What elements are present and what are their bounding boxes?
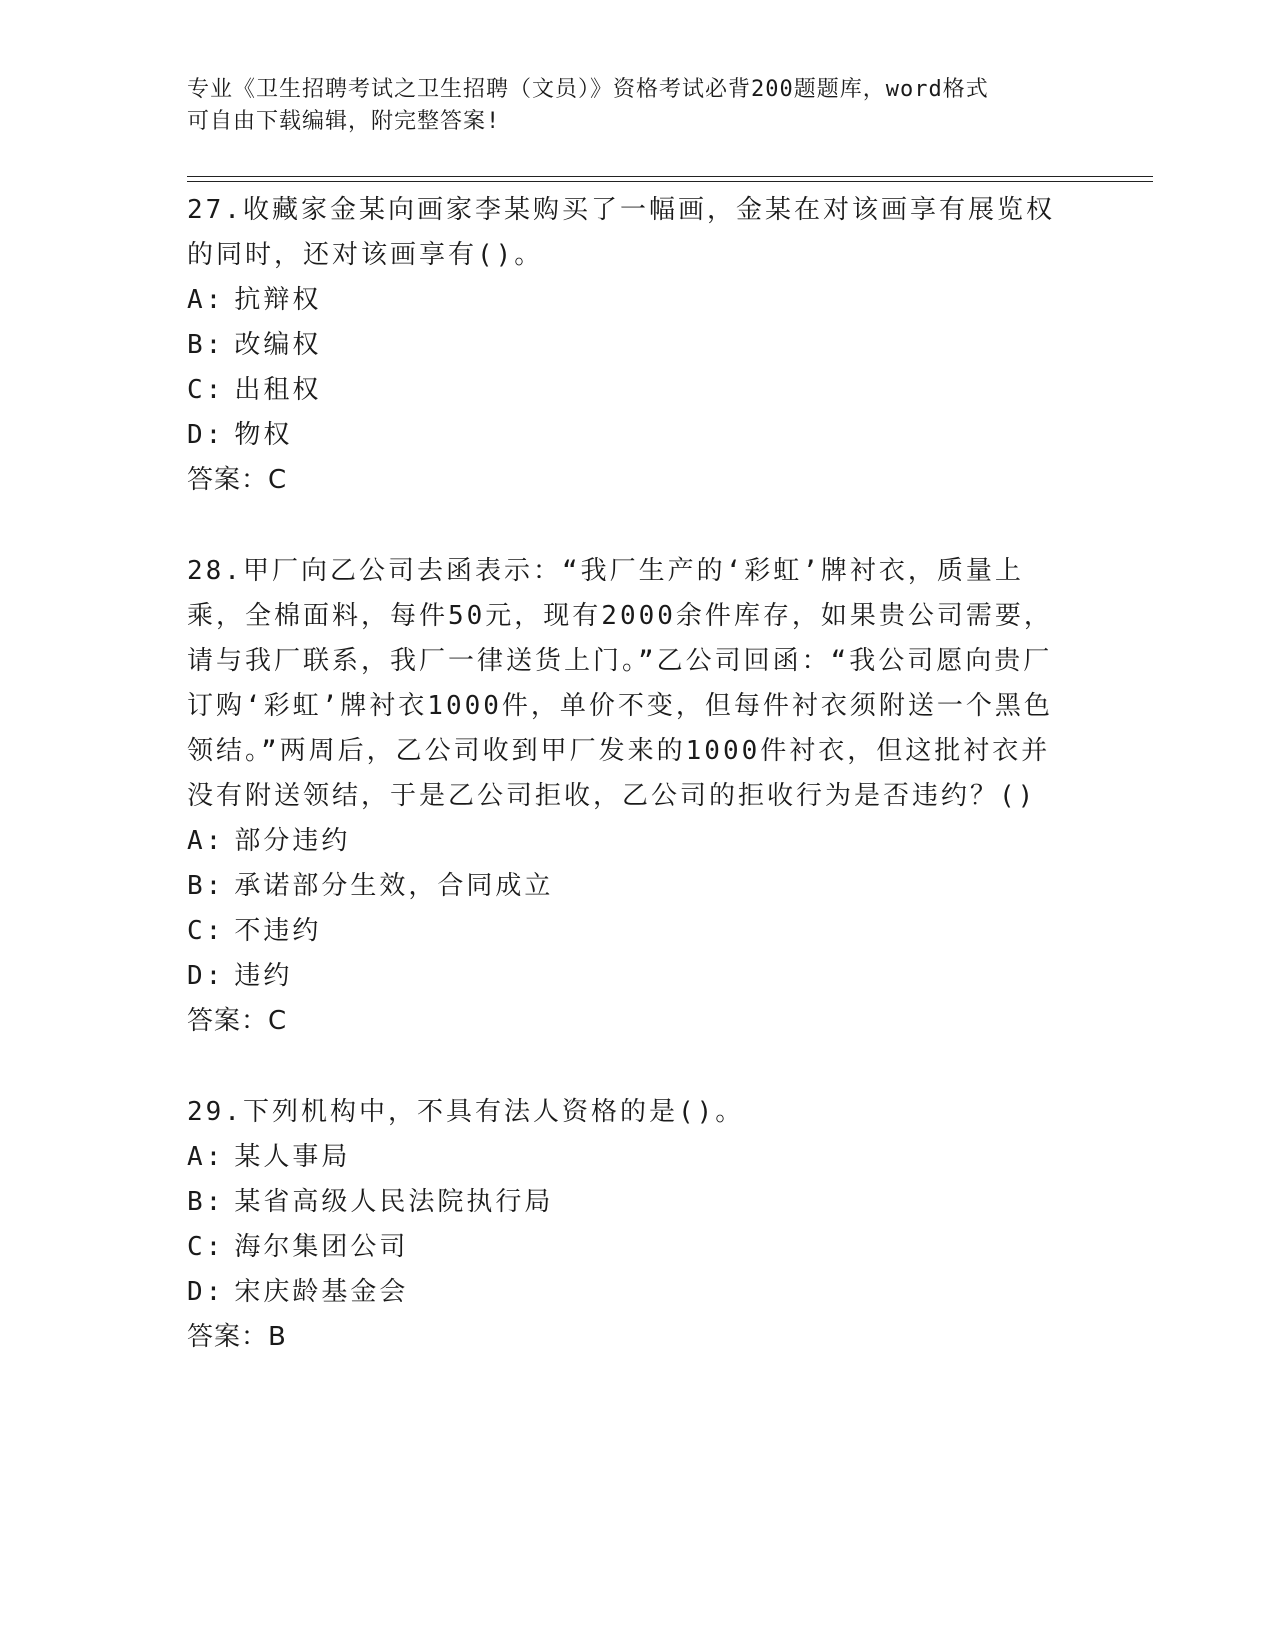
header-divider-bottom	[187, 181, 1153, 182]
answer-line: 答案：B	[187, 1322, 287, 1352]
question-stem: 29.下列机构中，不具有法人资格的是()。	[187, 1097, 745, 1127]
answer-line: 答案：C	[187, 1006, 288, 1036]
option-text: 宋庆龄基金会	[234, 1277, 409, 1307]
header-divider-top	[187, 176, 1153, 177]
option-b	[187, 1180, 1067, 1225]
option-text: 不违约	[234, 916, 322, 946]
option-c	[187, 368, 1067, 413]
option-text: 某省高级人民法院执行局	[234, 1187, 554, 1217]
option-d	[187, 1270, 1067, 1315]
option-text: 海尔集团公司	[234, 1232, 409, 1262]
answer-line: 答案：C	[187, 465, 288, 495]
option-d	[187, 413, 1067, 458]
option-c	[187, 1225, 1067, 1270]
option-text: 承诺部分生效，合同成立	[234, 871, 554, 901]
option-key: A:	[187, 826, 225, 856]
option-text: 违约	[234, 961, 293, 991]
option-b	[187, 864, 1067, 909]
option-d	[187, 954, 1067, 999]
option-text: 某人事局	[234, 1142, 351, 1172]
question-27	[187, 188, 1067, 503]
header-line-2: 可自由下载编辑，附完整答案!	[187, 109, 501, 134]
question-list	[187, 188, 1067, 1406]
option-c	[187, 909, 1067, 954]
option-a	[187, 819, 1067, 864]
option-key: B:	[187, 1187, 225, 1217]
option-text: 部分违约	[234, 826, 351, 856]
option-key: B:	[187, 871, 225, 901]
option-key: C:	[187, 375, 225, 405]
option-key: C:	[187, 1232, 225, 1262]
option-key: B:	[187, 330, 225, 360]
option-a	[187, 1135, 1067, 1180]
option-key: D:	[187, 1277, 225, 1307]
option-key: A:	[187, 285, 225, 315]
option-key: A:	[187, 1142, 225, 1172]
option-b	[187, 323, 1067, 368]
question-stem: 27.收藏家金某向画家李某购买了一幅画，金某在对该画享有展览权的同时，还对该画享有()。	[187, 195, 1055, 270]
option-key: C:	[187, 916, 225, 946]
option-a	[187, 278, 1067, 323]
question-29	[187, 1090, 1067, 1360]
option-text: 改编权	[234, 330, 322, 360]
option-text: 物权	[234, 420, 293, 450]
document-header	[187, 74, 1067, 138]
header-line-1: 专业《卫生招聘考试之卫生招聘（文员）》资格考试必背200题题库，word格式	[187, 77, 989, 102]
option-key: D:	[187, 420, 225, 450]
option-key: D:	[187, 961, 225, 991]
option-text: 出租权	[234, 375, 322, 405]
question-28	[187, 549, 1067, 1044]
question-stem: 28.甲厂向乙公司去函表示：“我厂生产的‘彩虹’牌衬衣，质量上乘，全棉面料，每件50元，现有2000余件库存，如果贵公司需要，请与我厂联系，我厂一律送货上门。”乙公司回函：“我公司愿向贵厂订购‘彩虹’牌衬衣1000件，单价不变，但每件衬衣须附送一个黑色领结。”两周后，乙公司收到甲厂发来的1000件衬衣，但这批衬衣并没有附送领结，于是乙公司拒收，乙公司的拒收行为是否违约？()	[187, 556, 1053, 811]
option-text: 抗辩权	[234, 285, 322, 315]
